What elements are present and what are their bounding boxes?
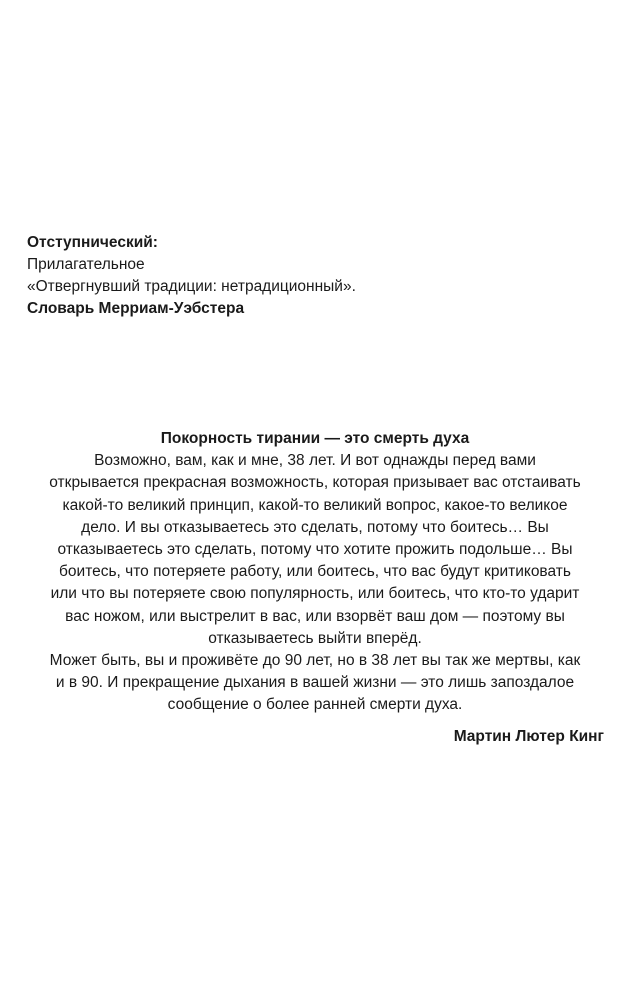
definition-block [27, 232, 607, 320]
quote-line: и в 90. И прекращение дыхания в вашей жизни — это лишь запоздалое [55, 674, 575, 692]
definition-term: Отступнический: [27, 234, 158, 251]
definition-source: Словарь Мерриам-Уэбстера [27, 300, 245, 317]
quote-title: Покорность тирании — это смерть духа [160, 430, 470, 447]
quote-line: отказываетесь выйти вперёд. [208, 629, 422, 647]
quote-line: боитесь, что потеряете работу, или боитесь, что вас будут критиковать [59, 563, 571, 581]
definition-meaning: «Отвергнувший традиции: нетрадиционный». [27, 278, 356, 295]
quote-line: отказываетесь это сделать, потому что хотите прожить подольше… Вы [57, 541, 573, 559]
quote-line: сообщение о более ранней смерти духа. [167, 696, 463, 714]
quote-line: открывается прекрасная возможность, которая призывает вас отстаивать [49, 474, 581, 492]
part-of-speech: Прилагательное [27, 256, 145, 273]
quote-line: какой-то великий принцип, какой-то великий вопрос, какое-то великое [62, 496, 568, 514]
quote-line: вас ножом, или выстрелит в вас, или взорвёт ваш дом — поэтому вы [65, 607, 565, 625]
quote-block [20, 428, 610, 717]
quote-line: Может быть, вы и проживёте до 90 лет, но в 38 лет вы так же мертвы, как [49, 652, 581, 670]
quote-line: или что вы потеряете свою популярность, или боитесь, что кто-то ударит [50, 585, 580, 603]
quote-line: дело. И вы отказываетесь это сделать, потому что боитесь… Вы [81, 518, 549, 536]
quote-line: Возможно, вам, как и мне, 38 лет. И вот однажды перед вами [94, 452, 536, 470]
quote-author: Мартин Лютер Кинг [453, 728, 604, 745]
